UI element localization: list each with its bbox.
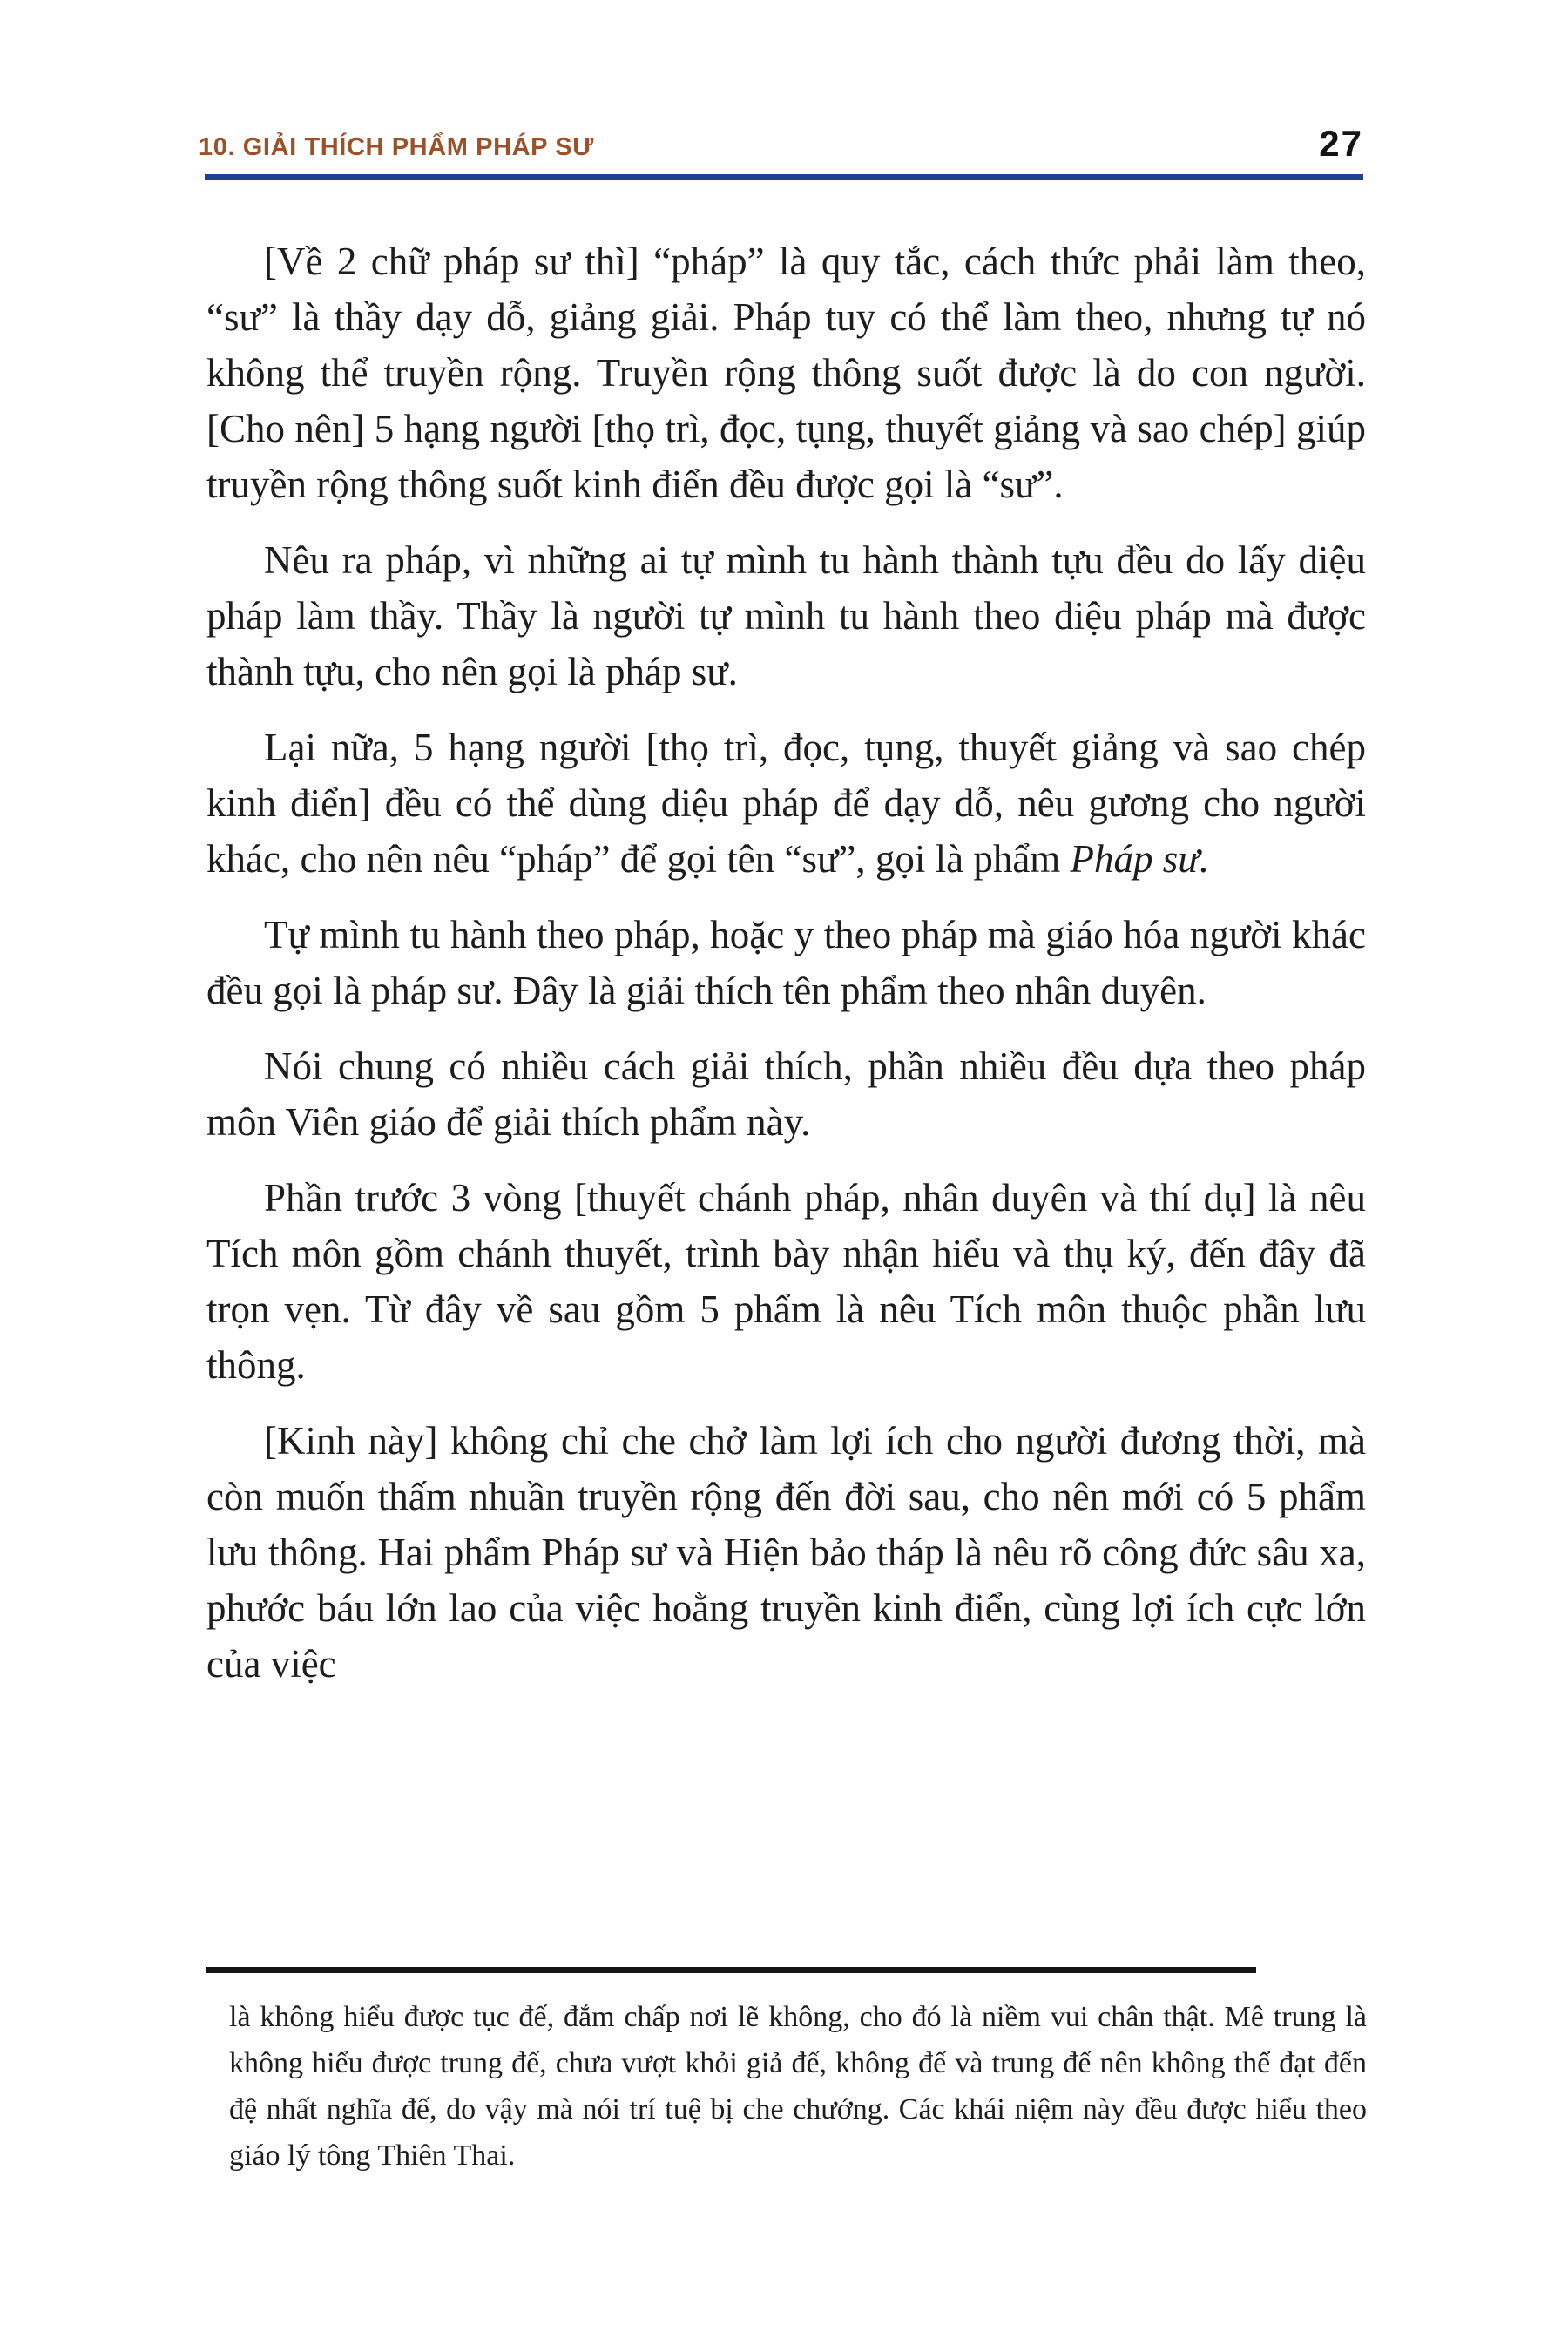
paragraph: Phần trước 3 vòng [thuyết chánh pháp, nhân duyên và thí dụ] là nêu Tích môn gồm chánh thuyết, trình bày nhận hiểu và thụ ký, đến đây đã trọn vẹn. Từ đây về sau gồm 5 phẩm là nêu Tích môn thuộc phần lưu thông. [206, 1176, 1366, 1387]
paragraph: Nói chung có nhiều cách giải thích, phần nhiều đều dựa theo pháp môn Viên giáo để giải thích phẩm này. [206, 1044, 1366, 1144]
page-header [199, 123, 1363, 164]
paragraph: [Kinh này] không chỉ che chở làm lợi ích cho người đương thời, mà còn muốn thấm nhuần truyền rộng đến đời sau, cho nên mới có 5 phẩm lưu thông. Hai phẩm Pháp sư và Hiện bảo tháp là nêu rõ công đức sâu xa, phước báu lớn lao của việc hoằng truyền kinh điển, cùng lợi ích cực lớn của việc [206, 1419, 1366, 1686]
footnote-section [206, 1958, 1366, 2179]
page-number: 27 [1319, 123, 1363, 164]
running-header-title: 10. GIẢI THÍCH PHẨM PHÁP SƯ [199, 132, 594, 161]
body-text [206, 233, 1366, 1712]
paragraph: Tự mình tu hành theo pháp, hoặc y theo pháp mà giáo hóa người khác đều gọi là pháp sư. Đây là giải thích tên phẩm theo nhân duyên. [206, 913, 1366, 1012]
paragraph: [Về 2 chữ pháp sư thì] “pháp” là quy tắc, cách thức phải làm theo, “sư” là thầy dạy dỗ, giảng giải. Pháp tuy có thể làm theo, nhưng tự nó không thể truyền rộng. Truyền rộng thông suốt được là do con người. [Cho nên] 5 hạng người [thọ trì, đọc, tụng, thuyết giảng và sao chép] giúp truyền rộng thông suốt kinh điển đều được gọi là “sư”. [206, 240, 1366, 506]
footnote-text: là không hiểu được tục đế, đắm chấp nơi lẽ không, cho đó là niềm vui chân thật. Mê trung là không hiểu được trung đế, chưa vượt khỏi giả đế, không đế và trung đế nên không thể đạt đến đệ nhất nghĩa đế, do vậy mà nói trí tuệ bị che chướng. Các khái niệm này đều được hiểu theo giáo lý tông Thiên Thai. [229, 2001, 1367, 2172]
paragraph: Lại nữa, 5 hạng người [thọ trì, đọc, tụng, thuyết giảng và sao chép kinh điển] đều có thể dùng diệu pháp để dạy dỗ, nêu gương cho người khác, cho nên nêu “pháp” để gọi tên “sư”, gọi là phẩm Pháp sư. [206, 726, 1366, 881]
paragraph: Nêu ra pháp, vì những ai tự mình tu hành thành tựu đều do lấy diệu pháp làm thầy. Thầy là người tự mình tu hành theo diệu pháp mà được thành tựu, cho nên gọi là pháp sư. [206, 538, 1366, 693]
header-rule [205, 174, 1363, 180]
footnote-separator-rule [206, 1967, 1256, 1973]
